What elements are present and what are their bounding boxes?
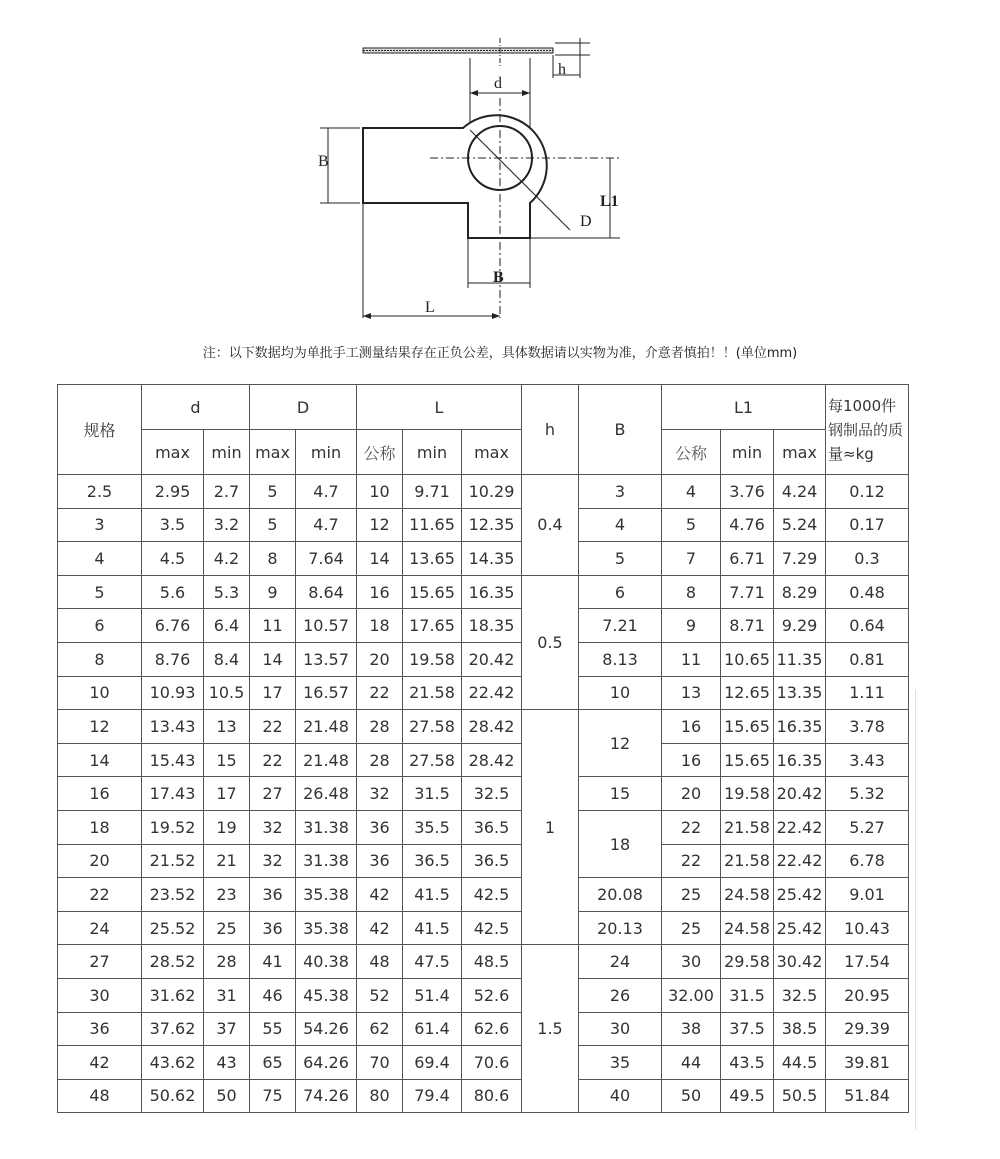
cell-d-min: 37 <box>204 1012 250 1046</box>
cell-weight: 0.64 <box>826 609 909 643</box>
cell-d-max: 19.52 <box>142 810 204 844</box>
cell-d-max: 50.62 <box>142 1079 204 1113</box>
table-row <box>58 945 909 979</box>
label-L1: L1 <box>600 193 619 210</box>
cell-L1-max: 9.29 <box>774 609 826 643</box>
header-D-min: min <box>296 430 357 475</box>
cell-spec: 8 <box>58 642 142 676</box>
cell-D-max: 55 <box>250 1012 296 1046</box>
cell-spec: 14 <box>58 743 142 777</box>
cell-L-max: 22.42 <box>462 676 522 710</box>
cell-L1-nom: 11 <box>662 642 721 676</box>
side-view <box>363 38 590 78</box>
cell-L-min: 51.4 <box>403 978 462 1012</box>
label-B-left: B <box>318 153 329 170</box>
cell-L1-max: 20.42 <box>774 777 826 811</box>
cell-L1-max: 8.29 <box>774 575 826 609</box>
cell-L-nom: 10 <box>357 475 403 509</box>
header-L1-max: max <box>774 430 826 475</box>
cell-B: 26 <box>579 978 662 1012</box>
cell-L-nom: 14 <box>357 542 403 576</box>
cell-spec: 22 <box>58 878 142 912</box>
cell-B: 15 <box>579 777 662 811</box>
cell-L-nom: 36 <box>357 844 403 878</box>
cell-D-max: 22 <box>250 743 296 777</box>
cell-L1-nom: 7 <box>662 542 721 576</box>
cell-D-min: 4.7 <box>296 508 357 542</box>
cell-d-min: 13 <box>204 710 250 744</box>
cell-D-max: 27 <box>250 777 296 811</box>
cell-L1-min: 43.5 <box>721 1046 774 1080</box>
cell-d-max: 6.76 <box>142 609 204 643</box>
header-L-max: max <box>462 430 522 475</box>
cell-L-nom: 28 <box>357 710 403 744</box>
table-row <box>58 642 909 676</box>
cell-L1-nom: 16 <box>662 743 721 777</box>
cell-D-max: 36 <box>250 911 296 945</box>
header-L1-min: min <box>721 430 774 475</box>
cell-L1-nom: 13 <box>662 676 721 710</box>
cell-D-min: 35.38 <box>296 878 357 912</box>
cell-B: 18 <box>579 810 662 877</box>
cell-d-max: 13.43 <box>142 710 204 744</box>
cell-d-max: 10.93 <box>142 676 204 710</box>
cell-spec: 48 <box>58 1079 142 1113</box>
header-L-nominal: 公称 <box>357 430 403 475</box>
cell-d-max: 21.52 <box>142 844 204 878</box>
cell-B: 8.13 <box>579 642 662 676</box>
cell-D-min: 31.38 <box>296 810 357 844</box>
table-row <box>58 911 909 945</box>
cell-d-min: 28 <box>204 945 250 979</box>
cell-weight: 3.78 <box>826 710 909 744</box>
cell-h: 1.5 <box>522 945 579 1113</box>
cell-L1-min: 21.58 <box>721 810 774 844</box>
cell-L1-min: 29.58 <box>721 945 774 979</box>
cell-L-min: 15.65 <box>403 575 462 609</box>
cell-weight: 20.95 <box>826 978 909 1012</box>
cell-d-min: 31 <box>204 978 250 1012</box>
cell-D-min: 21.48 <box>296 743 357 777</box>
cell-L-max: 28.42 <box>462 710 522 744</box>
cell-L1-max: 32.5 <box>774 978 826 1012</box>
cell-L1-min: 3.76 <box>721 475 774 509</box>
cell-L-max: 62.6 <box>462 1012 522 1046</box>
cell-L-min: 61.4 <box>403 1012 462 1046</box>
label-B-bottom: B <box>493 269 504 286</box>
cell-L-nom: 62 <box>357 1012 403 1046</box>
cell-B: 30 <box>579 1012 662 1046</box>
cell-L-min: 11.65 <box>403 508 462 542</box>
cell-D-max: 5 <box>250 475 296 509</box>
cell-d-max: 28.52 <box>142 945 204 979</box>
spec-table-body <box>58 475 909 1113</box>
cell-weight: 0.3 <box>826 542 909 576</box>
cell-spec: 2.5 <box>58 475 142 509</box>
cell-d-min: 4.2 <box>204 542 250 576</box>
header-spec: 规格 <box>58 385 142 475</box>
cell-d-max: 23.52 <box>142 878 204 912</box>
cell-spec: 42 <box>58 1046 142 1080</box>
cell-d-max: 2.95 <box>142 475 204 509</box>
cell-L-nom: 28 <box>357 743 403 777</box>
cell-h: 0.4 <box>522 475 579 576</box>
cell-L-max: 70.6 <box>462 1046 522 1080</box>
cell-d-max: 17.43 <box>142 777 204 811</box>
cell-spec: 20 <box>58 844 142 878</box>
cell-d-max: 4.5 <box>142 542 204 576</box>
cell-D-max: 41 <box>250 945 296 979</box>
cell-L1-max: 4.24 <box>774 475 826 509</box>
cell-L1-max: 22.42 <box>774 810 826 844</box>
cell-L-max: 36.5 <box>462 844 522 878</box>
cell-L-max: 80.6 <box>462 1079 522 1113</box>
cell-d-min: 3.2 <box>204 508 250 542</box>
cell-L1-nom: 44 <box>662 1046 721 1080</box>
cell-d-max: 3.5 <box>142 508 204 542</box>
cell-d-max: 25.52 <box>142 911 204 945</box>
cell-D-min: 64.26 <box>296 1046 357 1080</box>
cell-L1-max: 13.35 <box>774 676 826 710</box>
cell-B: 20.08 <box>579 878 662 912</box>
cell-B: 10 <box>579 676 662 710</box>
cell-L-min: 9.71 <box>403 475 462 509</box>
cell-D-max: 32 <box>250 844 296 878</box>
cell-D-min: 8.64 <box>296 575 357 609</box>
cell-weight: 0.12 <box>826 475 909 509</box>
cell-L1-min: 15.65 <box>721 743 774 777</box>
cell-D-min: 31.38 <box>296 844 357 878</box>
cell-B: 3 <box>579 475 662 509</box>
cell-L1-max: 22.42 <box>774 844 826 878</box>
cell-L1-max: 25.42 <box>774 911 826 945</box>
cell-L1-nom: 22 <box>662 810 721 844</box>
cell-B: 40 <box>579 1079 662 1113</box>
cell-d-min: 21 <box>204 844 250 878</box>
cell-d-min: 6.4 <box>204 609 250 643</box>
header-d: d <box>142 385 250 430</box>
cell-L1-max: 7.29 <box>774 542 826 576</box>
cell-weight: 0.17 <box>826 508 909 542</box>
cell-weight: 3.43 <box>826 743 909 777</box>
cell-D-max: 75 <box>250 1079 296 1113</box>
cell-h: 1 <box>522 710 579 945</box>
cell-weight: 10.43 <box>826 911 909 945</box>
cell-L-max: 20.42 <box>462 642 522 676</box>
cell-D-max: 5 <box>250 508 296 542</box>
cell-L-nom: 70 <box>357 1046 403 1080</box>
cell-L1-nom: 22 <box>662 844 721 878</box>
label-D: D <box>580 213 592 230</box>
cell-L-nom: 42 <box>357 878 403 912</box>
cell-L-max: 48.5 <box>462 945 522 979</box>
header-weight: 每1000件钢制品的质量≈kg <box>826 385 909 475</box>
cell-L1-min: 24.58 <box>721 911 774 945</box>
cell-d-max: 15.43 <box>142 743 204 777</box>
cell-L1-nom: 25 <box>662 911 721 945</box>
cell-D-max: 9 <box>250 575 296 609</box>
header-L1: L1 <box>662 385 826 430</box>
cell-weight: 39.81 <box>826 1046 909 1080</box>
table-row <box>58 575 909 609</box>
cell-D-min: 54.26 <box>296 1012 357 1046</box>
cell-L1-min: 19.58 <box>721 777 774 811</box>
cell-L-nom: 16 <box>357 575 403 609</box>
header-L-min: min <box>403 430 462 475</box>
cell-L-max: 42.5 <box>462 911 522 945</box>
cell-L1-nom: 5 <box>662 508 721 542</box>
cell-L1-nom: 9 <box>662 609 721 643</box>
cell-L1-min: 31.5 <box>721 978 774 1012</box>
cell-L-nom: 18 <box>357 609 403 643</box>
table-row <box>58 609 909 643</box>
cell-L-nom: 52 <box>357 978 403 1012</box>
table-row <box>58 710 909 744</box>
cell-d-max: 31.62 <box>142 978 204 1012</box>
header-L1-nominal: 公称 <box>662 430 721 475</box>
cell-D-min: 35.38 <box>296 911 357 945</box>
cell-L1-nom: 8 <box>662 575 721 609</box>
cell-L-max: 28.42 <box>462 743 522 777</box>
cell-B: 4 <box>579 508 662 542</box>
cell-d-min: 50 <box>204 1079 250 1113</box>
cell-D-min: 45.38 <box>296 978 357 1012</box>
cell-L1-max: 11.35 <box>774 642 826 676</box>
cell-weight: 5.27 <box>826 810 909 844</box>
cell-d-min: 23 <box>204 878 250 912</box>
cell-d-min: 10.5 <box>204 676 250 710</box>
cell-L1-max: 38.5 <box>774 1012 826 1046</box>
cell-L-min: 13.65 <box>403 542 462 576</box>
cell-weight: 0.81 <box>826 642 909 676</box>
table-row <box>58 542 909 576</box>
cell-L1-min: 24.58 <box>721 878 774 912</box>
cell-weight: 6.78 <box>826 844 909 878</box>
cell-D-max: 65 <box>250 1046 296 1080</box>
cell-spec: 5 <box>58 575 142 609</box>
cell-d-min: 43 <box>204 1046 250 1080</box>
cell-d-min: 5.3 <box>204 575 250 609</box>
cell-L1-nom: 32.00 <box>662 978 721 1012</box>
cell-L-max: 52.6 <box>462 978 522 1012</box>
cell-d-max: 8.76 <box>142 642 204 676</box>
cell-weight: 5.32 <box>826 777 909 811</box>
cell-D-min: 16.57 <box>296 676 357 710</box>
table-row <box>58 1079 909 1113</box>
cell-L-min: 47.5 <box>403 945 462 979</box>
header-d-min: min <box>204 430 250 475</box>
cell-L1-nom: 38 <box>662 1012 721 1046</box>
cell-weight: 0.48 <box>826 575 909 609</box>
cell-spec: 3 <box>58 508 142 542</box>
cell-L-max: 14.35 <box>462 542 522 576</box>
cell-L1-min: 10.65 <box>721 642 774 676</box>
cell-L-max: 12.35 <box>462 508 522 542</box>
cell-L1-min: 49.5 <box>721 1079 774 1113</box>
cell-weight: 9.01 <box>826 878 909 912</box>
cell-L-min: 27.58 <box>403 743 462 777</box>
cell-L1-min: 37.5 <box>721 1012 774 1046</box>
cell-D-min: 40.38 <box>296 945 357 979</box>
cell-spec: 18 <box>58 810 142 844</box>
cell-spec: 4 <box>58 542 142 576</box>
cell-D-max: 11 <box>250 609 296 643</box>
cell-D-max: 17 <box>250 676 296 710</box>
header-L: L <box>357 385 522 430</box>
cell-L-nom: 22 <box>357 676 403 710</box>
cell-weight: 1.11 <box>826 676 909 710</box>
tab-washer-diagram <box>300 38 640 328</box>
table-row <box>58 978 909 1012</box>
cell-L1-min: 15.65 <box>721 710 774 744</box>
cell-L-nom: 80 <box>357 1079 403 1113</box>
cell-L-max: 42.5 <box>462 878 522 912</box>
cell-L-min: 41.5 <box>403 878 462 912</box>
cell-L1-nom: 30 <box>662 945 721 979</box>
cell-D-max: 14 <box>250 642 296 676</box>
cell-L1-nom: 20 <box>662 777 721 811</box>
cell-L-min: 35.5 <box>403 810 462 844</box>
cell-h: 0.5 <box>522 575 579 709</box>
table-row <box>58 475 909 509</box>
cell-d-min: 15 <box>204 743 250 777</box>
cell-d-max: 43.62 <box>142 1046 204 1080</box>
cell-L1-max: 50.5 <box>774 1079 826 1113</box>
cell-D-max: 32 <box>250 810 296 844</box>
cell-L1-min: 4.76 <box>721 508 774 542</box>
cell-L1-min: 8.71 <box>721 609 774 643</box>
cell-L1-nom: 16 <box>662 710 721 744</box>
cell-L1-min: 21.58 <box>721 844 774 878</box>
cell-L-nom: 20 <box>357 642 403 676</box>
cell-weight: 29.39 <box>826 1012 909 1046</box>
table-row <box>58 508 909 542</box>
cell-spec: 12 <box>58 710 142 744</box>
spec-table <box>57 384 909 1113</box>
cell-D-min: 10.57 <box>296 609 357 643</box>
table-row <box>58 878 909 912</box>
cell-d-min: 19 <box>204 810 250 844</box>
cell-L1-max: 16.35 <box>774 710 826 744</box>
cell-d-min: 25 <box>204 911 250 945</box>
cell-d-max: 37.62 <box>142 1012 204 1046</box>
cell-D-min: 13.57 <box>296 642 357 676</box>
divider <box>915 690 916 1130</box>
cell-d-max: 5.6 <box>142 575 204 609</box>
cell-spec: 27 <box>58 945 142 979</box>
table-row <box>58 777 909 811</box>
header-d-max: max <box>142 430 204 475</box>
label-L: L <box>425 299 435 316</box>
header-B: B <box>579 385 662 475</box>
cell-L1-nom: 25 <box>662 878 721 912</box>
header-h: h <box>522 385 579 475</box>
cell-L-nom: 48 <box>357 945 403 979</box>
cell-L1-max: 30.42 <box>774 945 826 979</box>
cell-spec: 10 <box>58 676 142 710</box>
cell-D-max: 22 <box>250 710 296 744</box>
cell-D-min: 4.7 <box>296 475 357 509</box>
cell-L-min: 19.58 <box>403 642 462 676</box>
cell-L-min: 69.4 <box>403 1046 462 1080</box>
cell-L-nom: 32 <box>357 777 403 811</box>
cell-L-max: 10.29 <box>462 475 522 509</box>
table-row <box>58 743 909 777</box>
cell-L-min: 27.58 <box>403 710 462 744</box>
cell-L-nom: 36 <box>357 810 403 844</box>
cell-B: 6 <box>579 575 662 609</box>
cell-L1-max: 44.5 <box>774 1046 826 1080</box>
cell-D-max: 36 <box>250 878 296 912</box>
cell-spec: 36 <box>58 1012 142 1046</box>
cell-D-max: 8 <box>250 542 296 576</box>
cell-L-min: 79.4 <box>403 1079 462 1113</box>
cell-L-min: 31.5 <box>403 777 462 811</box>
table-row <box>58 1012 909 1046</box>
table-row <box>58 844 909 878</box>
cell-L1-min: 7.71 <box>721 575 774 609</box>
label-h: h <box>558 61 566 78</box>
table-row <box>58 676 909 710</box>
cell-B: 5 <box>579 542 662 576</box>
cell-L1-max: 16.35 <box>774 743 826 777</box>
cell-L-min: 36.5 <box>403 844 462 878</box>
cell-d-min: 8.4 <box>204 642 250 676</box>
cell-L1-max: 5.24 <box>774 508 826 542</box>
cell-D-min: 21.48 <box>296 710 357 744</box>
cell-L-max: 36.5 <box>462 810 522 844</box>
cell-weight: 51.84 <box>826 1079 909 1113</box>
cell-L-max: 32.5 <box>462 777 522 811</box>
cell-spec: 24 <box>58 911 142 945</box>
table-row <box>58 810 909 844</box>
cell-spec: 6 <box>58 609 142 643</box>
cell-L1-min: 12.65 <box>721 676 774 710</box>
cell-L-nom: 12 <box>357 508 403 542</box>
cell-L-min: 41.5 <box>403 911 462 945</box>
cell-D-max: 46 <box>250 978 296 1012</box>
cell-D-min: 26.48 <box>296 777 357 811</box>
cell-B: 24 <box>579 945 662 979</box>
cell-spec: 30 <box>58 978 142 1012</box>
header-D: D <box>250 385 357 430</box>
table-row <box>58 1046 909 1080</box>
cell-B: 7.21 <box>579 609 662 643</box>
cell-weight: 17.54 <box>826 945 909 979</box>
measurement-note: 注：以下数据均为单批手工测量结果存在正负公差，具体数据请以实物为准，介意者慎拍！！(单位mm) <box>202 346 798 361</box>
cell-D-min: 7.64 <box>296 542 357 576</box>
cell-d-min: 17 <box>204 777 250 811</box>
cell-L1-max: 25.42 <box>774 878 826 912</box>
cell-L-min: 21.58 <box>403 676 462 710</box>
cell-L-nom: 42 <box>357 911 403 945</box>
cell-B: 35 <box>579 1046 662 1080</box>
cell-spec: 16 <box>58 777 142 811</box>
cell-d-min: 2.7 <box>204 475 250 509</box>
cell-L-max: 16.35 <box>462 575 522 609</box>
cell-L-min: 17.65 <box>403 609 462 643</box>
cell-L1-nom: 50 <box>662 1079 721 1113</box>
cell-L1-nom: 4 <box>662 475 721 509</box>
cell-L1-min: 6.71 <box>721 542 774 576</box>
cell-B: 20.13 <box>579 911 662 945</box>
cell-B: 12 <box>579 710 662 777</box>
cell-D-min: 74.26 <box>296 1079 357 1113</box>
label-d: d <box>494 75 502 92</box>
header-D-max: max <box>250 430 296 475</box>
cell-L-max: 18.35 <box>462 609 522 643</box>
